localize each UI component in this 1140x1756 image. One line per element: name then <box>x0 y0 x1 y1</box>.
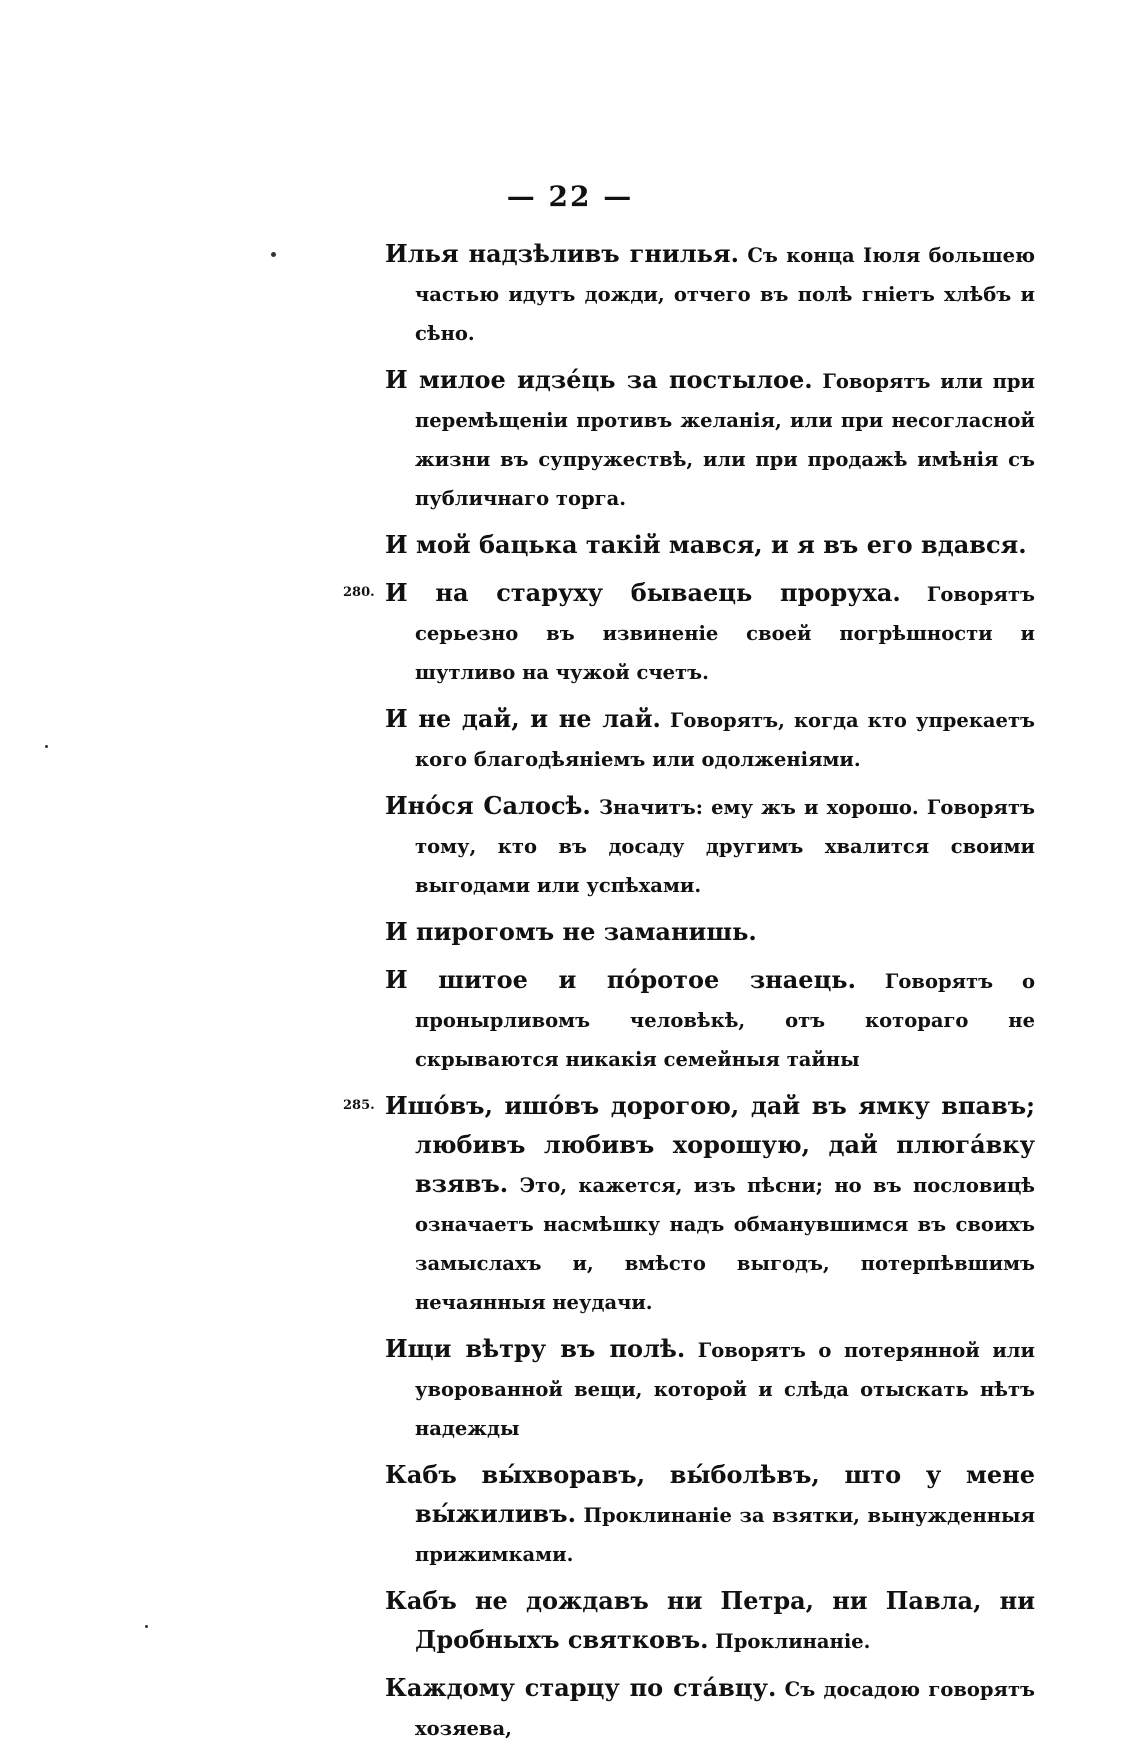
proverb-entry <box>343 1087 1035 1322</box>
proverb-entry <box>385 787 1035 905</box>
proverb-note: Съ конца Іюля большею частью идутъ дожди, отчего въ полѣ гніетъ хлѣбъ и сѣно. <box>415 244 1035 345</box>
verse-number: 280. <box>343 585 375 600</box>
proverb-text: Каждому старцу по стáвцу. <box>385 1673 777 1702</box>
ink-speck <box>145 1625 148 1628</box>
proverb-entry <box>385 235 1035 353</box>
proverb-text: И милое идзéць за постылое. <box>385 365 813 394</box>
ink-speck <box>45 745 48 748</box>
proverb-entry <box>385 526 1035 566</box>
proverb-text: Кабъ вы́хворавъ, вы́болѣвъ, што у мене вы́жиливъ. <box>385 1460 1035 1528</box>
proverb-entry <box>385 1456 1035 1574</box>
proverb-note: Говорятъ о пронырливомъ человѣкѣ, отъ котораго не скрываются никакія семейныя тайны <box>415 970 1035 1071</box>
proverb-note: Говорятъ или при перемѣщеніи противъ желанія, или при несогласной жизни въ супружествѣ, или при продажѣ имѣнія съ публичнаго торга. <box>415 370 1035 510</box>
proverb-note: Съ досадою говорятъ хозяева, <box>415 1678 1035 1740</box>
proverb-entry <box>385 1669 1035 1748</box>
proverb-text: Ищи вѣтру въ полѣ. <box>385 1334 686 1363</box>
proverb-text: И шитое и пóротое знаець. <box>385 965 856 994</box>
proverb-text: И пирогомъ не заманишь. <box>385 917 757 946</box>
proverb-text: И не дай, и не лай. <box>385 704 661 733</box>
proverb-text: Илья надзѣливъ гнилья. <box>385 239 739 268</box>
proverbs-column <box>343 235 1035 1756</box>
proverb-entry <box>385 961 1035 1079</box>
proverb-entry <box>385 700 1035 779</box>
verse-number: 285. <box>343 1098 375 1113</box>
proverb-note: Проклинаніе. <box>708 1630 871 1653</box>
ink-speck <box>271 252 276 257</box>
proverb-entry <box>385 1330 1035 1448</box>
proverb-note: Говорятъ о потерянной или уворованной вещи, которой и слѣда отыскать нѣтъ надежды <box>415 1339 1035 1440</box>
proverb-text: Инóся Салосѣ. <box>385 791 591 820</box>
proverb-text: Кабъ не дождавъ ни Петра, ни Павла, ни Дробныхъ святковъ. <box>385 1586 1035 1654</box>
proverb-note: Говорятъ, когда кто упрекаетъ кого благодѣяніемъ или одолженіями. <box>415 709 1035 771</box>
proverb-note: Это, кажется, изъ пѣсни; но въ пословицѣ означаетъ насмѣшку надъ обманувшимся въ своихъ замыслахъ и, вмѣсто выгодъ, потерпѣвшимъ нечаянныя неудачи. <box>415 1174 1035 1314</box>
proverb-text: И на старуху бываець проруха. <box>385 578 901 607</box>
proverb-entry <box>385 361 1035 518</box>
proverb-entry <box>385 913 1035 953</box>
proverb-note: Значитъ: ему жъ и хорошо. Говорятъ тому, кто въ досаду другимъ хвалится своими выгодами или успѣхами. <box>415 796 1035 897</box>
proverb-text: И мой бацька такій мався, и я въ его вдався. <box>385 530 1027 559</box>
proverb-entry <box>385 1582 1035 1661</box>
page-number: — 22 — <box>506 180 634 213</box>
proverb-note: Говорятъ серьезно въ извиненіе своей погрѣшности и шутливо на чужой счетъ. <box>415 583 1035 684</box>
proverb-text: Ишóвъ, ишóвъ дорогою, дай въ ямку впавъ; любивъ любивъ хорошую, дай плюгáвку взявъ. <box>385 1091 1035 1198</box>
proverb-entry <box>343 574 1035 692</box>
proverb-note: Проклинаніе за взятки, вынужденныя прижимками. <box>415 1504 1035 1566</box>
